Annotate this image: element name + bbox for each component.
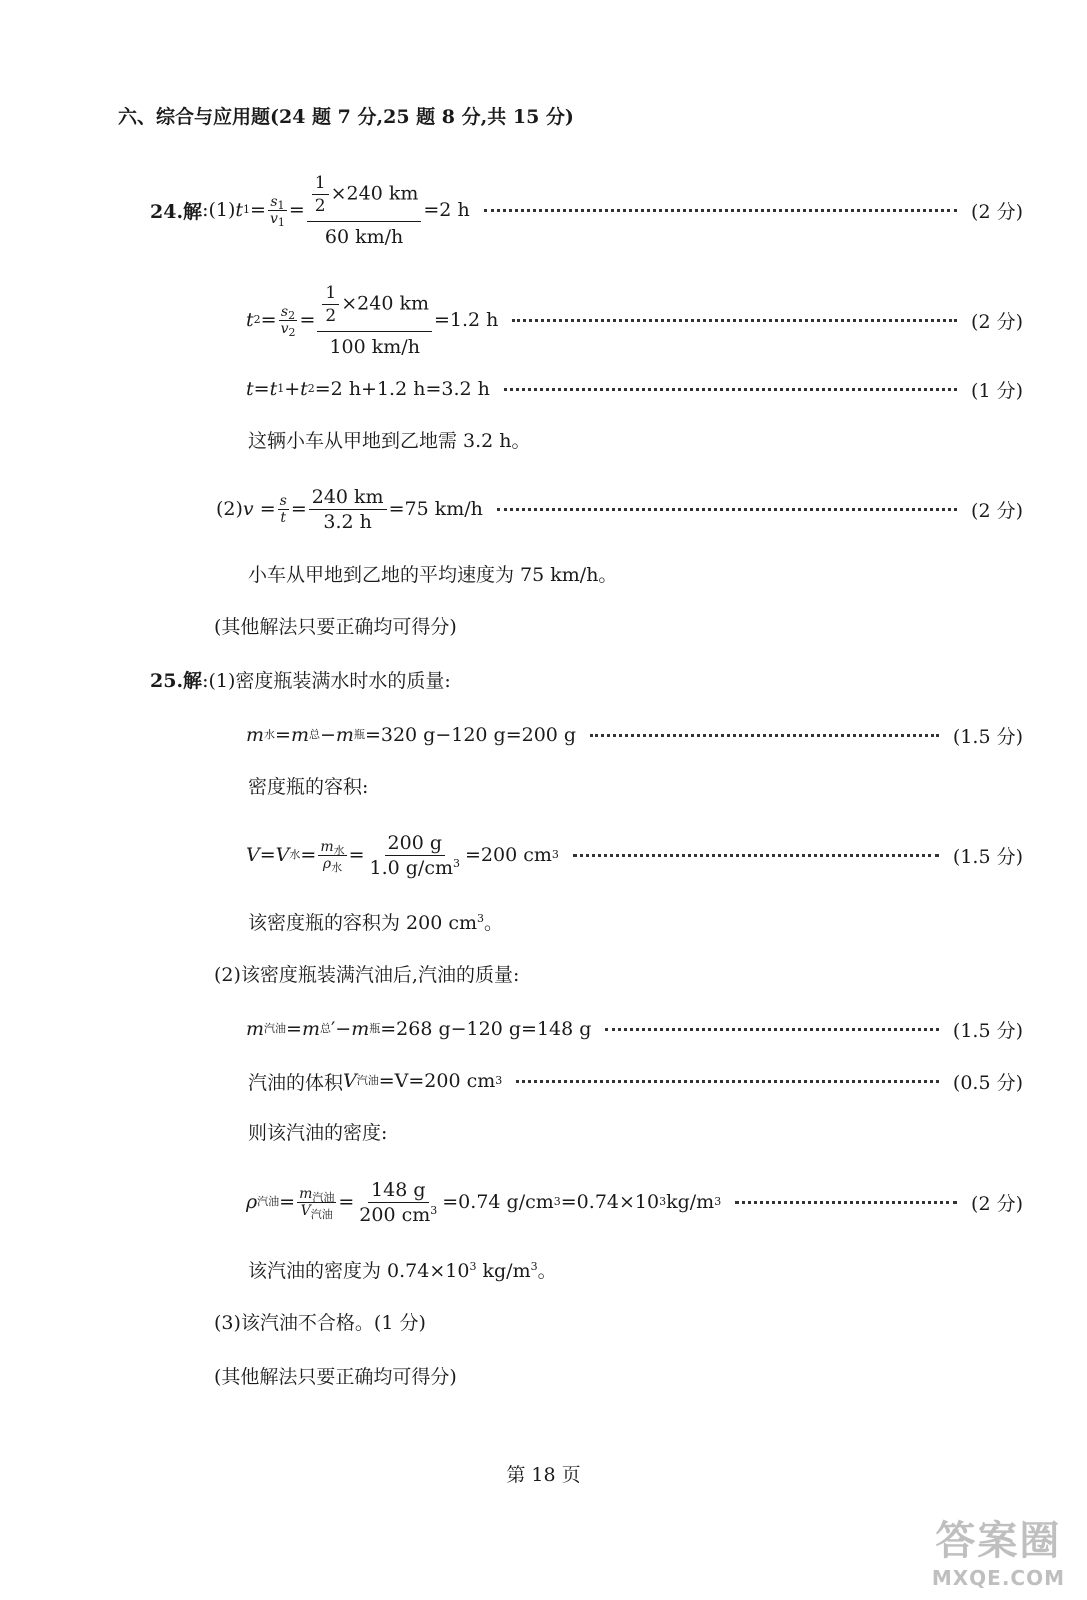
leader-dots: [735, 1201, 957, 1204]
q24-eq2: t 2 = $\frac{s_2}{v_2}$ = $\frac{1}{2}$ ×240 km 100 km/h =1.2 h (2 分): [246, 283, 1023, 358]
q25-eq5: ρ 汽油 = $\frac{m_{汽油}}{V_{汽油}}$ = $\frac{148 g}{200 cm^3}$ =0.74 g/cm 3 =0.74×10 3 kg/m 3 (2 分): [246, 1178, 1023, 1226]
q25-eq4: 汽油的体积 V 汽油 =V=200 cm 3 (0.5 分): [248, 1068, 1023, 1094]
q25-eq3: m 汽油 = m 总 ′− m 瓶 =268 g−120 g=148 g (1.5 分): [246, 1016, 1023, 1042]
q25-conclusion2: 该汽油的密度为 $0.74\times 10^3$ $kg/m^3$。: [248, 1260, 557, 1282]
q25-eq2: V = V 水 = $\frac{m_水}{\rho_水}$ = $\frac{200 g}{1.0 g/cm^3}$ =200 cm 3 (1.5 分): [246, 831, 1023, 879]
q25-part3: (3)该汽油不合格。(1 分): [214, 1312, 426, 1334]
score: (1.5 分): [952, 845, 1023, 868]
leader-dots: [497, 508, 957, 511]
q25-volume-label: 密度瓶的容积:: [248, 776, 369, 798]
watermark-logo: [932, 1509, 1065, 1590]
watermark-cn: 答案圈: [935, 1518, 1062, 1564]
leader-dots: [516, 1080, 939, 1083]
q24-note: (其他解法只要正确均可得分): [214, 616, 457, 638]
q24-conclusion1: 这辆小车从甲地到乙地需 3.2 h。: [248, 430, 531, 452]
score: (1 分): [971, 379, 1023, 402]
q24-label: 24.解: [150, 200, 203, 223]
score: (1.5 分): [952, 725, 1023, 748]
q25-density-label: 则该汽油的密度:: [248, 1122, 388, 1144]
leader-dots: [484, 209, 957, 212]
q24-eq1-fraction: $\frac{1}{2}$ ×240 km 60 km/h: [307, 171, 422, 249]
section-title: 六、综合与应用题(24 题 7 分,25 题 8 分,共 15 分): [118, 106, 574, 128]
q24-eq3: t = t 1 + t 2 =2 h+1.2 h=3.2 h (1 分): [246, 376, 1023, 402]
leader-dots: [605, 1028, 938, 1031]
score: (1.5 分): [952, 1019, 1023, 1042]
q24-part1-prefix: :(1): [202, 199, 236, 221]
score: (2 分): [971, 310, 1023, 333]
q24-eq2-fraction: $\frac{1}{2}$ ×240 km 100 km/h: [317, 281, 432, 359]
q24-conclusion2: 小车从甲地到乙地的平均速度为 75 km/h。: [248, 564, 618, 586]
leader-dots: [590, 734, 939, 737]
leader-dots: [573, 854, 939, 857]
q24-eq4: (2) v = $\frac{s}{t}$ = $\frac{240 km}{3.2 h}$ =75 km/h (2 分): [216, 485, 1023, 533]
leader-dots: [512, 319, 957, 322]
q25-heading: 25.解:(1)密度瓶装满水时水的质量:: [150, 670, 451, 692]
watermark-en: MXQE.COM: [931, 1566, 1065, 1590]
q25-conclusion1: 该密度瓶的容积为 200 $cm^3$。: [248, 912, 504, 934]
score: (2 分): [971, 499, 1023, 522]
q25-eq1: m 水 = m 总 − m 瓶 =320 g−120 g=200 g (1.5 分): [246, 722, 1023, 748]
q25-part2: (2)该密度瓶装满汽油后,汽油的质量:: [214, 964, 520, 986]
score: (0.5 分): [952, 1071, 1023, 1094]
page-number: 第 18 页: [506, 1464, 581, 1486]
score: (2 分): [971, 1192, 1023, 1215]
q24-eq1: 24.解 :(1) t 1 = $\frac{s_1}{v_1}$ = $\frac{1}{2}$ ×240 km 60 km/h =2 h (2 分): [150, 173, 1023, 248]
q25-note: (其他解法只要正确均可得分): [214, 1366, 457, 1388]
leader-dots: [504, 388, 957, 391]
score: (2 分): [971, 200, 1023, 223]
